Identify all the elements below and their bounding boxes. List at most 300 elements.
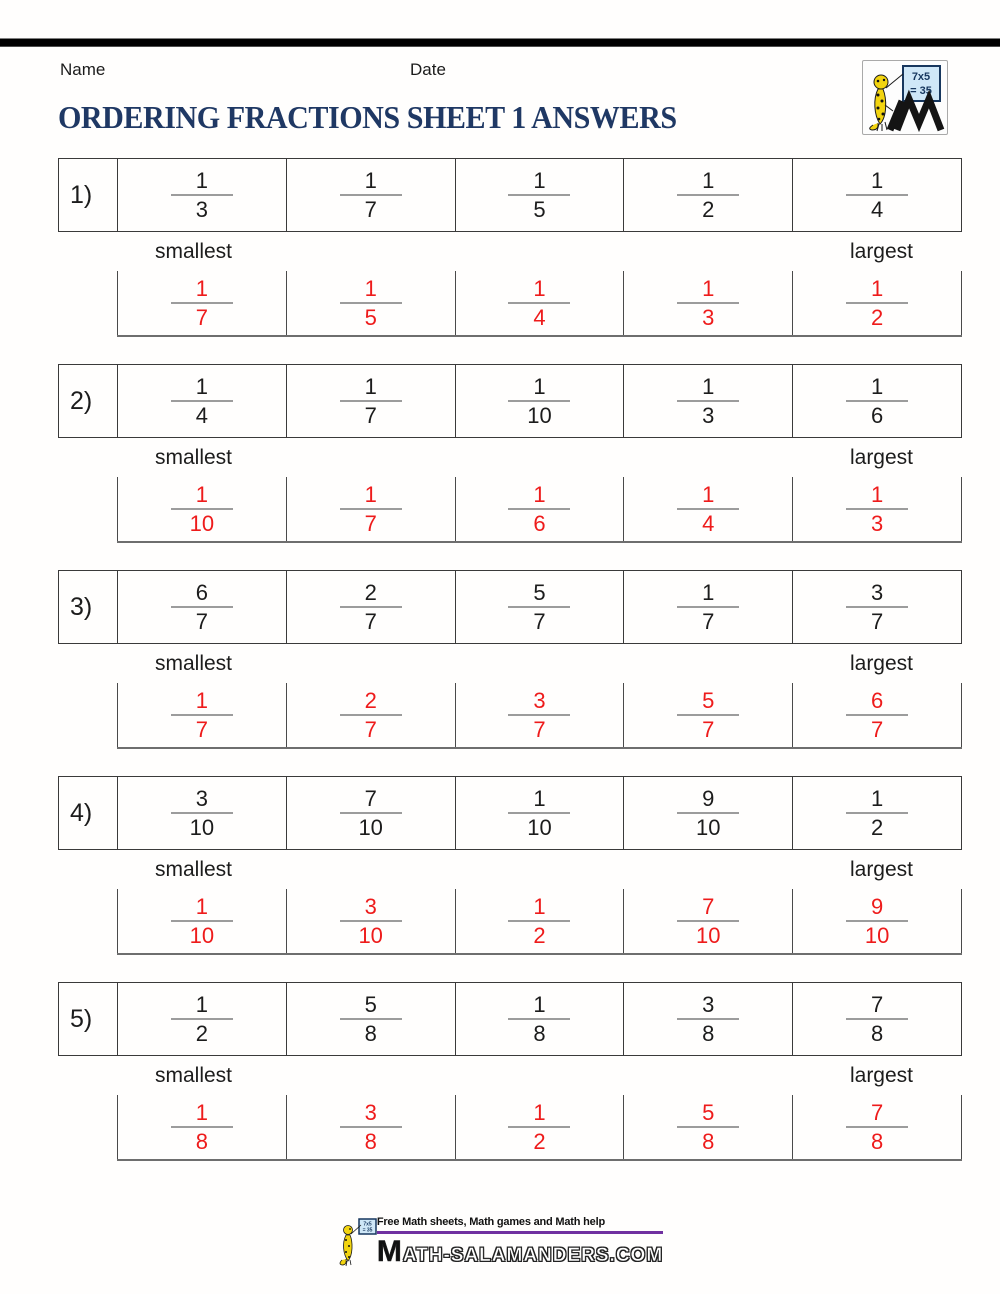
question-cell	[118, 571, 287, 643]
answer-row	[117, 1095, 962, 1161]
fraction-bar	[677, 1018, 739, 1020]
question-cell	[118, 983, 287, 1055]
question-fraction	[340, 787, 402, 839]
question-cell	[624, 777, 793, 849]
fraction-bar	[677, 714, 739, 716]
answer-fraction	[846, 895, 908, 947]
fraction-bar	[340, 302, 402, 304]
footer-purple-rule	[377, 1231, 663, 1234]
fraction-bar	[677, 920, 739, 922]
fraction-numerator: 1	[364, 276, 377, 301]
fraction-denominator: 2	[533, 1129, 546, 1154]
answer-fraction	[846, 483, 908, 535]
answer-fraction	[340, 1101, 402, 1153]
footer-board-line2: = 35	[362, 1227, 373, 1234]
fraction-bar	[846, 812, 908, 814]
answer-fraction	[846, 1101, 908, 1153]
answer-fraction	[677, 277, 739, 329]
fraction-denominator: 6	[533, 511, 546, 536]
question-fraction	[846, 375, 908, 427]
fraction-bar	[846, 508, 908, 510]
fraction-numerator: 1	[195, 168, 209, 193]
fraction-numerator: 1	[364, 482, 377, 507]
answer-fraction	[171, 277, 233, 329]
name-label: Name	[60, 60, 106, 79]
fraction-numerator: 9	[702, 786, 715, 811]
smallest-label: smallest	[155, 857, 233, 881]
fraction-bar	[846, 194, 908, 196]
fraction-denominator: 4	[702, 511, 715, 536]
fraction-numerator: 2	[364, 580, 377, 605]
largest-label: largest	[849, 651, 913, 675]
question-fraction	[508, 787, 570, 839]
answer-fraction	[508, 689, 570, 741]
answer-cell	[623, 683, 792, 747]
fraction-numerator: 7	[870, 992, 884, 1017]
answer-cell	[623, 271, 792, 335]
fraction-numerator: 1	[533, 482, 546, 507]
fraction-bar	[340, 1126, 402, 1128]
answer-fraction	[846, 277, 908, 329]
question-cell	[287, 571, 456, 643]
fraction-denominator: 7	[364, 197, 377, 222]
question-fraction	[171, 787, 233, 839]
answer-cell	[117, 271, 286, 335]
question-cell	[456, 983, 625, 1055]
fraction-bar	[171, 714, 233, 716]
question-fraction	[340, 993, 402, 1045]
fraction-denominator: 7	[702, 717, 715, 742]
question-cell	[793, 571, 961, 643]
question-cell	[456, 571, 625, 643]
fraction-numerator: 2	[364, 688, 377, 713]
answer-cell	[117, 477, 286, 541]
question-cell	[287, 365, 456, 437]
fraction-bar	[171, 302, 233, 304]
fraction-numerator: 1	[195, 992, 209, 1017]
smallest-label: smallest	[155, 651, 233, 675]
fraction-denominator: 8	[364, 1129, 377, 1154]
question-fraction	[508, 169, 570, 221]
fraction-numerator: 5	[702, 688, 715, 713]
footer-tagline: Free Math sheets, Math games and Math help	[376, 1216, 605, 1228]
question-fraction	[340, 581, 402, 633]
question-fraction	[171, 581, 233, 633]
question-fraction	[171, 375, 233, 427]
answer-fraction	[508, 1101, 570, 1153]
answer-cell	[792, 271, 962, 335]
fraction-denominator: 3	[702, 403, 715, 428]
fraction-bar	[171, 606, 233, 608]
fraction-numerator: 5	[702, 1100, 715, 1125]
largest-label: largest	[849, 1063, 913, 1087]
answer-fraction	[340, 277, 402, 329]
fraction-denominator: 2	[195, 1021, 209, 1046]
question-cell	[624, 571, 793, 643]
question-cell	[793, 777, 961, 849]
fraction-denominator: 7	[364, 717, 377, 742]
question-fraction	[677, 375, 739, 427]
answer-cell	[286, 271, 455, 335]
fraction-denominator: 3	[195, 197, 209, 222]
answer-row	[117, 271, 962, 337]
answer-fraction	[677, 1101, 739, 1153]
fraction-bar	[340, 1018, 402, 1020]
fraction-numerator: 1	[702, 482, 715, 507]
fraction-denominator: 10	[527, 403, 552, 428]
fraction-bar	[171, 508, 233, 510]
problem-block	[58, 158, 962, 337]
fraction-numerator: 5	[533, 580, 546, 605]
fraction-numerator: 6	[870, 688, 884, 713]
question-fraction	[846, 993, 908, 1045]
fraction-numerator: 1	[533, 894, 546, 919]
fraction-bar	[340, 606, 402, 608]
fraction-numerator: 6	[195, 580, 209, 605]
fraction-bar	[846, 920, 908, 922]
answer-cell	[623, 1095, 792, 1159]
fraction-bar	[508, 508, 570, 510]
fraction-bar	[677, 400, 739, 402]
question-fraction	[508, 375, 570, 427]
answer-cell	[455, 477, 624, 541]
fraction-bar	[677, 194, 739, 196]
fraction-bar	[677, 606, 739, 608]
fraction-denominator: 10	[358, 815, 383, 840]
fraction-bar	[340, 400, 402, 402]
fraction-denominator: 10	[864, 923, 890, 948]
answer-cell	[117, 889, 286, 953]
fraction-bar	[677, 812, 739, 814]
fraction-bar	[340, 508, 402, 510]
fraction-numerator: 1	[364, 374, 377, 399]
fraction-bar	[508, 194, 570, 196]
fraction-bar	[677, 302, 739, 304]
answer-cell	[792, 1095, 962, 1159]
site-logo	[862, 60, 948, 135]
answer-cell	[455, 889, 624, 953]
answer-fraction	[508, 277, 570, 329]
fraction-denominator: 10	[189, 815, 215, 840]
fraction-denominator: 7	[195, 305, 209, 330]
question-cell	[456, 159, 625, 231]
fraction-denominator: 7	[533, 717, 546, 742]
fraction-bar	[508, 920, 570, 922]
fraction-numerator: 1	[533, 276, 546, 301]
fraction-denominator: 7	[870, 717, 884, 742]
answer-fraction	[340, 689, 402, 741]
question-fraction	[508, 993, 570, 1045]
answer-cell	[792, 889, 962, 953]
fraction-denominator: 10	[189, 923, 215, 948]
fraction-numerator: 1	[870, 482, 884, 507]
fraction-bar	[508, 400, 570, 402]
math-board-line2: = 35	[910, 85, 932, 97]
fraction-bar	[677, 508, 739, 510]
fraction-numerator: 1	[702, 580, 715, 605]
fraction-denominator: 7	[364, 403, 377, 428]
question-row	[58, 364, 962, 438]
fraction-numerator: 1	[702, 168, 715, 193]
answer-cell	[455, 271, 624, 335]
question-fraction	[677, 993, 739, 1045]
question-cell	[456, 365, 625, 437]
question-row	[58, 570, 962, 644]
fraction-bar	[508, 1018, 570, 1020]
fraction-bar	[171, 194, 233, 196]
fraction-numerator: 1	[195, 482, 209, 507]
page-title: ORDERING FRACTIONS SHEET 1 ANSWERS	[58, 99, 677, 135]
answer-fraction	[171, 689, 233, 741]
question-cell	[456, 777, 625, 849]
order-labels-row	[58, 438, 962, 477]
fraction-numerator: 1	[533, 1100, 546, 1125]
answer-cell	[623, 477, 792, 541]
question-row	[58, 158, 962, 232]
fraction-denominator: 2	[702, 197, 715, 222]
fraction-numerator: 3	[364, 1100, 377, 1125]
problem-number: 5)	[59, 983, 118, 1055]
fraction-numerator: 7	[364, 786, 377, 811]
order-labels-row	[58, 644, 962, 683]
fraction-bar	[340, 714, 402, 716]
fraction-bar	[846, 302, 908, 304]
answer-cell	[455, 683, 624, 747]
site-logo-graphic	[863, 61, 947, 134]
question-fraction	[677, 169, 739, 221]
largest-label: largest	[849, 445, 913, 469]
fraction-numerator: 1	[870, 374, 884, 399]
answer-cell	[455, 1095, 624, 1159]
problems-list	[58, 158, 962, 1188]
fraction-denominator: 7	[195, 609, 209, 634]
fraction-bar	[846, 606, 908, 608]
fraction-bar	[171, 400, 233, 402]
footer-site-name: MATH-SALAMANDERS.COM	[376, 1235, 664, 1268]
fraction-denominator: 2	[870, 815, 884, 840]
question-fraction	[846, 581, 908, 633]
fraction-denominator: 8	[702, 1021, 715, 1046]
question-fraction	[340, 169, 402, 221]
fraction-bar	[846, 400, 908, 402]
question-fraction	[846, 169, 908, 221]
answer-fraction	[677, 895, 739, 947]
fraction-numerator: 3	[364, 894, 377, 919]
answer-fraction	[171, 1101, 233, 1153]
question-cell	[118, 777, 287, 849]
answer-cell	[286, 477, 455, 541]
question-row	[58, 776, 962, 850]
fraction-denominator: 10	[696, 923, 721, 948]
fraction-denominator: 8	[364, 1021, 377, 1046]
fraction-denominator: 3	[702, 305, 715, 330]
fraction-denominator: 10	[189, 511, 215, 536]
fraction-denominator: 8	[195, 1129, 209, 1154]
answer-row	[117, 683, 962, 749]
order-labels-row	[58, 1056, 962, 1095]
fraction-denominator: 7	[364, 511, 377, 536]
answer-cell	[286, 1095, 455, 1159]
answer-fraction	[677, 483, 739, 535]
fraction-numerator: 1	[195, 276, 209, 301]
question-row	[58, 982, 962, 1056]
answer-cell	[286, 889, 455, 953]
fraction-bar	[508, 606, 570, 608]
fraction-bar	[508, 714, 570, 716]
question-fraction	[508, 581, 570, 633]
answer-fraction	[508, 483, 570, 535]
fraction-bar	[340, 812, 402, 814]
answer-fraction	[171, 483, 233, 535]
question-fraction	[846, 787, 908, 839]
question-cell	[287, 777, 456, 849]
fraction-denominator: 4	[195, 403, 209, 428]
fraction-denominator: 4	[533, 305, 546, 330]
fraction-denominator: 5	[364, 305, 377, 330]
fraction-numerator: 9	[870, 894, 884, 919]
question-cell	[624, 365, 793, 437]
question-cell	[287, 983, 456, 1055]
fraction-bar	[508, 1126, 570, 1128]
math-board-line1: 7x5	[911, 71, 931, 83]
fraction-denominator: 8	[533, 1021, 546, 1046]
fraction-numerator: 1	[870, 786, 884, 811]
question-cell	[118, 159, 287, 231]
answer-cell	[117, 683, 286, 747]
largest-label: largest	[849, 239, 913, 263]
fraction-bar	[508, 812, 570, 814]
question-cell	[287, 159, 456, 231]
fraction-denominator: 7	[533, 609, 546, 634]
fraction-denominator: 8	[870, 1129, 884, 1154]
fraction-denominator: 7	[195, 717, 209, 742]
answer-fraction	[508, 895, 570, 947]
fraction-bar	[171, 812, 233, 814]
fraction-numerator: 3	[195, 786, 209, 811]
fraction-numerator: 5	[364, 992, 377, 1017]
fraction-denominator: 10	[358, 923, 383, 948]
answer-cell	[117, 1095, 286, 1159]
fraction-numerator: 1	[195, 374, 209, 399]
footer-text	[377, 1216, 663, 1269]
problem-block	[58, 364, 962, 543]
answer-cell	[623, 889, 792, 953]
fraction-numerator: 1	[533, 374, 546, 399]
footer-brand	[0, 1216, 1000, 1269]
fraction-denominator: 8	[870, 1021, 884, 1046]
problem-number: 3)	[59, 571, 118, 643]
question-fraction	[677, 581, 739, 633]
fraction-denominator: 4	[870, 197, 884, 222]
fraction-numerator: 1	[702, 276, 715, 301]
fraction-numerator: 1	[195, 688, 209, 713]
fraction-numerator: 1	[533, 786, 546, 811]
fraction-numerator: 7	[702, 894, 715, 919]
fraction-bar	[677, 1126, 739, 1128]
answer-fraction	[171, 895, 233, 947]
question-cell	[118, 365, 287, 437]
fraction-denominator: 2	[533, 923, 546, 948]
fraction-bar	[171, 1018, 233, 1020]
answer-fraction	[340, 895, 402, 947]
fraction-denominator: 10	[696, 815, 721, 840]
answer-row	[117, 477, 962, 543]
question-fraction	[171, 169, 233, 221]
fraction-numerator: 1	[533, 168, 546, 193]
fraction-bar	[508, 302, 570, 304]
question-fraction	[340, 375, 402, 427]
smallest-label: smallest	[155, 445, 233, 469]
problem-block	[58, 982, 962, 1161]
fraction-numerator: 1	[195, 894, 209, 919]
fraction-numerator: 1	[195, 1100, 209, 1125]
fraction-numerator: 7	[870, 1100, 884, 1125]
fraction-bar	[846, 1018, 908, 1020]
answer-row	[117, 889, 962, 955]
fraction-denominator: 7	[364, 609, 377, 634]
largest-label: largest	[849, 857, 913, 881]
problem-block	[58, 570, 962, 749]
answer-cell	[792, 477, 962, 541]
fraction-denominator: 3	[870, 511, 884, 536]
fraction-denominator: 8	[702, 1129, 715, 1154]
answer-cell	[792, 683, 962, 747]
date-label: Date	[410, 60, 446, 79]
question-cell	[793, 159, 961, 231]
fraction-denominator: 7	[870, 609, 884, 634]
fraction-numerator: 1	[870, 276, 884, 301]
fraction-denominator: 5	[533, 197, 546, 222]
fraction-numerator: 1	[870, 168, 884, 193]
fraction-bar	[846, 1126, 908, 1128]
fraction-numerator: 1	[533, 992, 546, 1017]
question-cell	[624, 983, 793, 1055]
fraction-numerator: 3	[870, 580, 884, 605]
top-divider-bar	[0, 38, 1000, 47]
order-labels-row	[58, 232, 962, 271]
order-labels-row	[58, 850, 962, 889]
problem-number: 2)	[59, 365, 118, 437]
answer-fraction	[677, 689, 739, 741]
question-fraction	[677, 787, 739, 839]
fraction-denominator: 7	[702, 609, 715, 634]
problem-block	[58, 776, 962, 955]
footer-board-line1: 7x5	[363, 1221, 372, 1228]
m-monogram-icon	[890, 99, 941, 130]
question-fraction	[171, 993, 233, 1045]
question-cell	[793, 983, 961, 1055]
fraction-denominator: 6	[870, 403, 884, 428]
answer-cell	[286, 683, 455, 747]
fraction-denominator: 2	[870, 305, 884, 330]
fraction-bar	[340, 194, 402, 196]
fraction-numerator: 1	[702, 374, 715, 399]
fraction-numerator: 3	[533, 688, 546, 713]
fraction-numerator: 3	[702, 992, 715, 1017]
smallest-label: smallest	[155, 1063, 233, 1087]
smallest-label: smallest	[155, 239, 233, 263]
question-cell	[624, 159, 793, 231]
fraction-denominator: 10	[527, 815, 552, 840]
answer-fraction	[846, 689, 908, 741]
fraction-bar	[171, 920, 233, 922]
fraction-bar	[171, 1126, 233, 1128]
fraction-bar	[846, 714, 908, 716]
problem-number: 4)	[59, 777, 118, 849]
fraction-bar	[340, 920, 402, 922]
fraction-numerator: 1	[364, 168, 377, 193]
question-cell	[793, 365, 961, 437]
